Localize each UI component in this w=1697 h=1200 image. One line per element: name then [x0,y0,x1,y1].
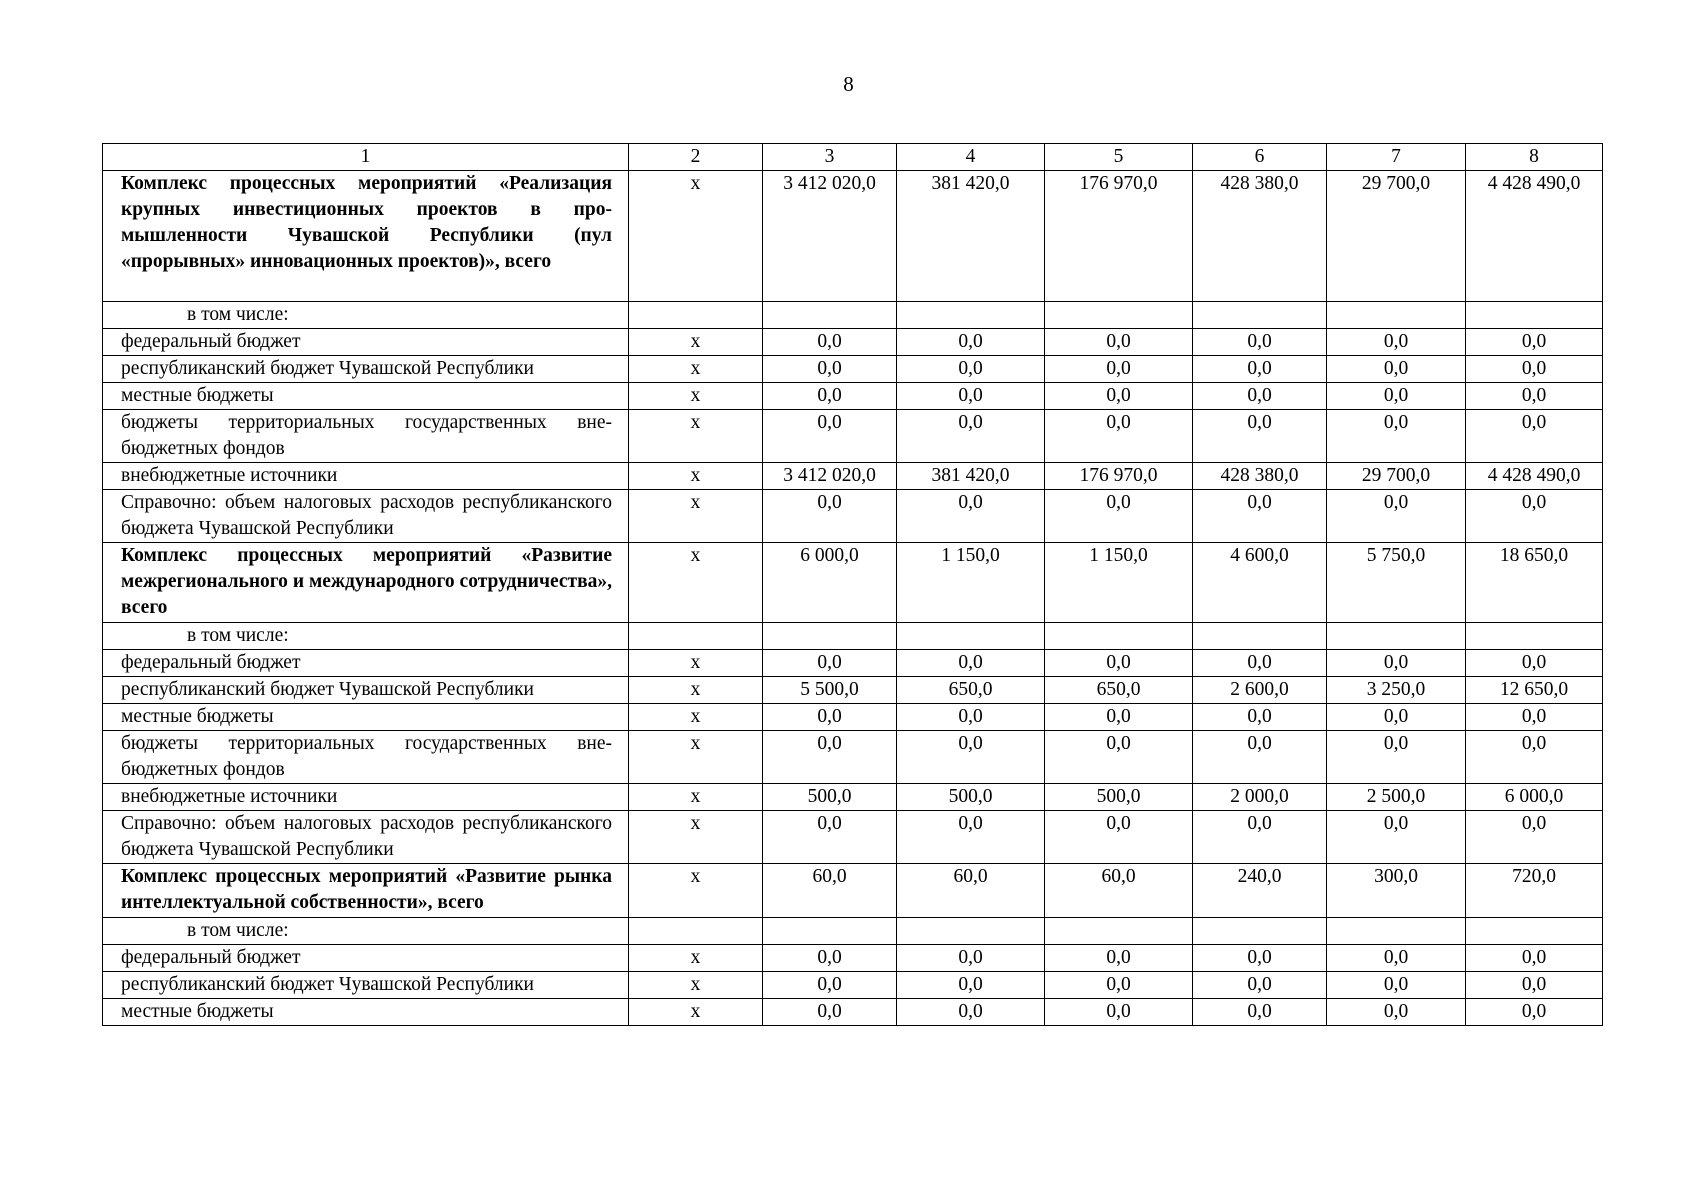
value-cell: 0,0 [897,383,1045,410]
table-row [103,999,1603,1026]
table-row [103,356,1603,383]
value-cell: 0,0 [1466,650,1603,677]
value-cell: 29 700,0 [1327,463,1466,490]
row-label: местные бюджеты [103,383,629,410]
value-cell: 0,0 [1045,410,1193,463]
table-header-row [103,144,1603,171]
value-cell: 0,0 [1327,490,1466,543]
value-cell: 0,0 [1045,999,1193,1026]
value-cell: 0,0 [1327,972,1466,999]
value-cell: 0,0 [763,945,897,972]
value-cell: 2 500,0 [1327,784,1466,811]
value-cell: 1 150,0 [897,543,1045,623]
value-cell: х [629,945,763,972]
value-cell: 300,0 [1327,864,1466,918]
including-label: в том числе: [103,918,629,945]
value-cell: х [629,329,763,356]
value-cell: 0,0 [1466,972,1603,999]
value-cell: 3 412 020,0 [763,171,897,302]
column-header: 7 [1327,144,1466,171]
table-row [103,463,1603,490]
value-cell: 0,0 [763,811,897,864]
table-row [103,677,1603,704]
value-cell: 0,0 [897,704,1045,731]
value-cell: 720,0 [1466,864,1603,918]
value-cell: х [629,784,763,811]
value-cell: 500,0 [763,784,897,811]
row-label: республиканский бюджет Чувашской Республики [103,677,629,704]
table-row [103,811,1603,864]
value-cell: 0,0 [1466,356,1603,383]
column-header: 8 [1466,144,1603,171]
value-cell: 0,0 [1045,383,1193,410]
budget-table [102,143,1603,1026]
value-cell: 0,0 [1045,650,1193,677]
table-row [103,650,1603,677]
value-cell: 500,0 [897,784,1045,811]
value-cell: 0,0 [897,811,1045,864]
value-cell: 0,0 [763,999,897,1026]
value-cell: 0,0 [897,356,1045,383]
value-cell: 0,0 [1327,731,1466,784]
row-label: местные бюджеты [103,704,629,731]
section-total-row [103,864,1603,918]
value-cell: 0,0 [897,490,1045,543]
value-cell: х [629,383,763,410]
value-cell: х [629,864,763,918]
value-cell: 0,0 [1045,972,1193,999]
value-cell: 0,0 [1466,945,1603,972]
section-total-row [103,171,1603,302]
row-label: местные бюджеты [103,999,629,1026]
value-cell: 0,0 [1327,945,1466,972]
column-header: 3 [763,144,897,171]
value-cell: 500,0 [1045,784,1193,811]
value-cell: 428 380,0 [1193,171,1327,302]
value-cell: х [629,463,763,490]
value-cell: 428 380,0 [1193,463,1327,490]
value-cell: 5 750,0 [1327,543,1466,623]
value-cell: 0,0 [1193,972,1327,999]
value-cell: 0,0 [1193,383,1327,410]
value-cell: 0,0 [1466,329,1603,356]
table-row [103,410,1603,463]
row-label: республиканский бюджет Чувашской Республики [103,972,629,999]
including-label: в том числе: [103,623,629,650]
value-cell: 0,0 [1327,650,1466,677]
value-cell: х [629,490,763,543]
row-label: внебюджетные источники [103,463,629,490]
value-cell: 0,0 [1193,704,1327,731]
value-cell: х [629,999,763,1026]
including-label: в том числе: [103,302,629,329]
value-cell: 0,0 [1045,811,1193,864]
value-cell: 4 428 490,0 [1466,463,1603,490]
including-row [103,302,1603,329]
including-row [103,918,1603,945]
value-cell: 240,0 [1193,864,1327,918]
value-cell: 60,0 [897,864,1045,918]
value-cell: 0,0 [1466,410,1603,463]
table-row [103,490,1603,543]
value-cell: 0,0 [763,490,897,543]
value-cell: 0,0 [1045,356,1193,383]
value-cell: 0,0 [1193,410,1327,463]
column-header: 5 [1045,144,1193,171]
row-label: Справочно: объем налоговых расходов республиканского бюджета Чувашской Республики [103,490,629,543]
row-label: федеральный бюджет [103,650,629,677]
value-cell: 0,0 [1193,811,1327,864]
table-row [103,329,1603,356]
value-cell: 0,0 [1193,999,1327,1026]
section-total-row [103,543,1603,623]
value-cell: 0,0 [1193,945,1327,972]
value-cell: 0,0 [1193,490,1327,543]
row-label: федеральный бюджет [103,329,629,356]
value-cell: 6 000,0 [763,543,897,623]
value-cell: 0,0 [1193,329,1327,356]
section-title: Комплекс процессных мероприятий «Развитие межрегионального и международного сотрудничества», всего [103,543,629,623]
section-title: Комплекс процессных мероприятий «Развитие рынка интеллектуальной собственности», всего [103,864,629,918]
value-cell: 176 970,0 [1045,171,1193,302]
value-cell: 12 650,0 [1466,677,1603,704]
value-cell: 0,0 [763,410,897,463]
value-cell: х [629,811,763,864]
value-cell: 4 600,0 [1193,543,1327,623]
value-cell: х [629,543,763,623]
column-header: 6 [1193,144,1327,171]
value-cell: 0,0 [897,650,1045,677]
value-cell: 650,0 [897,677,1045,704]
value-cell: 381 420,0 [897,463,1045,490]
value-cell: 0,0 [1327,811,1466,864]
value-cell: 0,0 [1045,329,1193,356]
value-cell: 0,0 [1327,329,1466,356]
value-cell: 0,0 [763,731,897,784]
value-cell: 60,0 [1045,864,1193,918]
value-cell: 0,0 [1045,731,1193,784]
value-cell: 3 250,0 [1327,677,1466,704]
value-cell: х [629,410,763,463]
page-number: 8 [843,72,854,96]
value-cell: 0,0 [1466,383,1603,410]
table-row [103,731,1603,784]
value-cell: 0,0 [897,945,1045,972]
value-cell: 6 000,0 [1466,784,1603,811]
value-cell: х [629,650,763,677]
value-cell: 0,0 [763,972,897,999]
value-cell: х [629,731,763,784]
value-cell: 650,0 [1045,677,1193,704]
value-cell: 0,0 [1193,356,1327,383]
value-cell: 0,0 [1466,490,1603,543]
value-cell: 0,0 [1466,704,1603,731]
value-cell: 0,0 [1466,999,1603,1026]
column-header: 4 [897,144,1045,171]
value-cell: х [629,171,763,302]
value-cell: 3 412 020,0 [763,463,897,490]
value-cell: 0,0 [897,972,1045,999]
value-cell: 0,0 [1045,945,1193,972]
value-cell: х [629,356,763,383]
value-cell: 29 700,0 [1327,171,1466,302]
value-cell: 0,0 [897,410,1045,463]
value-cell: 0,0 [1327,999,1466,1026]
value-cell: 5 500,0 [763,677,897,704]
value-cell: 4 428 490,0 [1466,171,1603,302]
value-cell: 0,0 [763,704,897,731]
value-cell: 0,0 [763,383,897,410]
row-label: Справочно: объем налоговых расходов республиканского бюджета Чувашской Республики [103,811,629,864]
including-row [103,623,1603,650]
value-cell: 0,0 [763,650,897,677]
value-cell: 381 420,0 [897,171,1045,302]
value-cell: 18 650,0 [1466,543,1603,623]
value-cell: 0,0 [763,356,897,383]
value-cell: 0,0 [897,329,1045,356]
row-label: бюджеты территориальных государственных внебюджетных фондов [103,731,629,784]
table-row [103,945,1603,972]
section-title: Комплекс процессных мероприятий «Реализация крупных инвестиционных проектов в промышленности Чувашской Республики (пул «прорывных» инновационных проектов)», всего [103,171,629,302]
row-label: федеральный бюджет [103,945,629,972]
value-cell: х [629,677,763,704]
value-cell: 0,0 [1193,650,1327,677]
value-cell: 0,0 [1327,410,1466,463]
table-row [103,972,1603,999]
value-cell: 60,0 [763,864,897,918]
value-cell: 0,0 [1466,731,1603,784]
value-cell: 0,0 [1193,731,1327,784]
row-label: внебюджетные источники [103,784,629,811]
value-cell: 0,0 [1327,356,1466,383]
value-cell: 0,0 [763,329,897,356]
value-cell: 176 970,0 [1045,463,1193,490]
value-cell: 1 150,0 [1045,543,1193,623]
table-row [103,784,1603,811]
row-label: бюджеты территориальных государственных внебюджетных фондов [103,410,629,463]
table-row [103,383,1603,410]
value-cell: 0,0 [1045,490,1193,543]
row-label: республиканский бюджет Чувашской Республики [103,356,629,383]
table-row [103,704,1603,731]
value-cell: 0,0 [1045,704,1193,731]
column-header: 2 [629,144,763,171]
value-cell: 0,0 [897,731,1045,784]
value-cell: 0,0 [897,999,1045,1026]
value-cell: 0,0 [1466,811,1603,864]
value-cell: 2 000,0 [1193,784,1327,811]
value-cell: х [629,704,763,731]
value-cell: 0,0 [1327,383,1466,410]
column-header: 1 [103,144,629,171]
value-cell: 0,0 [1327,704,1466,731]
value-cell: 2 600,0 [1193,677,1327,704]
value-cell: х [629,972,763,999]
